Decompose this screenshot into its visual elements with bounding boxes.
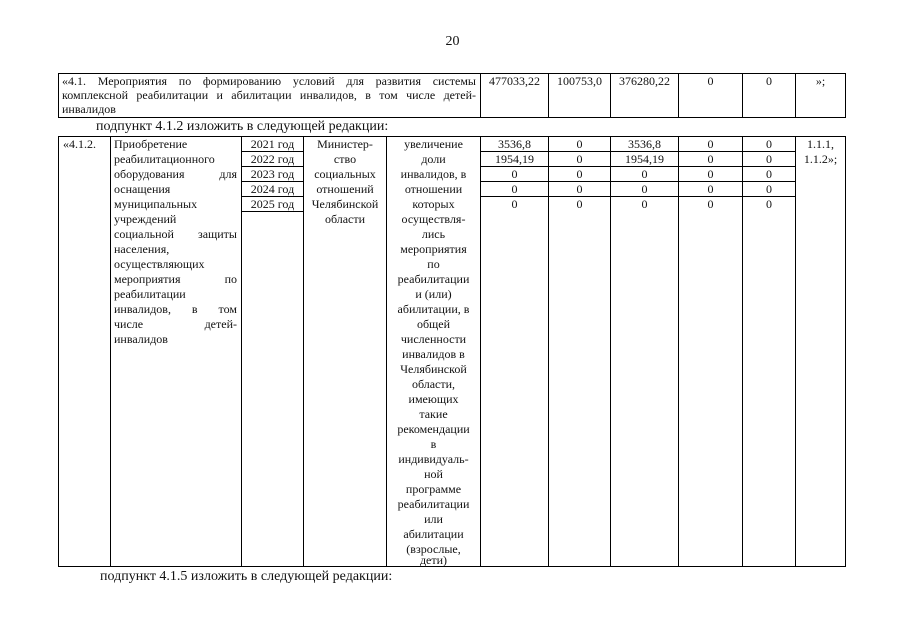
row-412-total: 0 [511,182,518,196]
row-41-local: 0 [707,74,714,88]
row-412-other: 0 [766,197,772,211]
row-412-name-line: муниципальных [114,197,198,211]
row-412-indicator-line: в [430,437,437,451]
row-412-indicator-line: индивидуаль- [398,452,469,466]
row-412-local: 0 [707,182,714,196]
row-412-indicator-line: лись [421,227,446,241]
row-412-indicator-line: отношении [404,182,463,196]
row-412-executor-line: социальных [314,167,376,181]
row-412-name-line: инвалидов, в том [114,302,237,316]
row-41-regional: 376280,22 [619,74,670,88]
row-412-federal: 0 [576,197,583,211]
row-412-indicator-line: и (или) [415,287,452,301]
row-412-indicator-line: или [424,512,443,526]
row-412-regional: 1954,19 [625,152,664,166]
row-412-other: 0 [766,152,772,166]
row-412-executor-line: Министер- [317,137,373,151]
subpoint-415-heading: подпункт 4.1.5 изложить в следующей редакции: [100,569,393,584]
row-412-year: 2023 год [250,167,295,181]
row-412-indicator-line: программе [405,482,462,496]
row-412-federal: 0 [576,182,583,196]
row-412-number: «4.1.2. [63,137,96,151]
row-412-year: 2022 год [250,152,295,166]
row-412-executor-line: области [324,212,366,226]
row-412-indicator-line: по [427,257,440,271]
row-412-name-line: оборудования для [114,167,237,181]
table-border [845,136,846,567]
row-412-name-line: мероприятия по [114,272,237,286]
row-412-indicator-line: абилитации [403,527,464,541]
row-412-indicator-line: рекомендации [397,422,470,436]
row-412-indicator-line: увеличение [404,137,463,151]
row-412-indicator-line: такие [419,407,448,421]
row-412-total: 1954,19 [495,152,534,166]
row-41-other: 0 [766,74,772,88]
row-412-name-line: числе детей- [114,317,237,331]
row-412-executor-line: отношений [316,182,374,196]
row-412-local: 0 [707,152,714,166]
row-412-local: 0 [707,167,714,181]
table-border [58,117,846,118]
row-412-indicator-line: области, [411,377,456,391]
row-412-indicator-line: доли [421,152,446,166]
row-412-year: 2025 год [250,197,295,211]
table-border [795,136,796,567]
row-412-name-line: инвалидов [114,332,168,346]
row-412-indicator-line: реабилитации [397,272,470,286]
row-412-total: 0 [511,167,518,181]
row-412-indicator-line: инвалидов в [402,347,465,361]
row-412-regional: 0 [641,182,648,196]
row-41-federal: 100753,0 [557,74,602,88]
row-412-indicator-line: общей [416,317,451,331]
row-412-link: 1.1.1, [807,137,834,151]
row-412-indicator-line: осуществля- [401,212,466,226]
row-412-name-line: учреждений [114,212,177,226]
row-412-name-line: Приобретение [114,137,188,151]
table-border [241,211,303,212]
row-412-indicator-line: ной [424,467,443,481]
row-412-name-line: осуществляющих [114,257,205,271]
row-412-indicator-line: инвалидов, в [400,167,467,181]
row-41-text-line: комплексной реабилитации и абилитации инвалидов, в том числе детей- [62,88,476,102]
row-412-total: 3536,8 [498,137,531,151]
row-412-indicator-line: дети) [419,553,448,567]
table-border [845,73,846,118]
table-border [110,136,111,567]
row-412-name-line: социальной защиты [114,227,237,241]
row-412-other: 0 [766,167,772,181]
row-412-name-line: реабилитации [114,287,186,301]
row-412-indicator-line: мероприятия [400,242,467,256]
row-412-other: 0 [766,182,772,196]
table-border [58,136,59,567]
row-41-text-line: инвалидов [62,102,116,116]
row-412-regional: 0 [641,167,648,181]
row-412-name-line: оснащения [114,182,171,196]
row-41-text-line: «4.1. Мероприятия по формированию условий для развития системы [62,74,476,88]
subpoint-412-heading: подпункт 4.1.2 изложить в следующей редакции: [96,119,389,134]
row-412-executor-line: Челябинской [311,197,379,211]
row-41-end: »; [815,74,826,88]
row-412-local: 0 [707,197,714,211]
row-412-name-line: реабилитационного [114,152,215,166]
row-412-indicator-line: численности [400,332,467,346]
row-412-federal: 0 [576,137,583,151]
row-412-federal: 0 [576,167,583,181]
page-number: 20 [445,34,460,49]
row-412-total: 0 [511,197,518,211]
row-412-indicator-line: (взрослые, [406,542,461,556]
row-412-year: 2021 год [250,137,295,151]
row-412-local: 0 [707,137,714,151]
row-412-year: 2024 год [250,182,295,196]
row-412-federal: 0 [576,152,583,166]
row-41-total: 477033,22 [489,74,540,88]
row-412-executor-line: ство [333,152,357,166]
row-412-indicator-line: абилитации, в [397,302,470,316]
row-412-name-line: населения, [114,242,170,256]
table-border [58,73,59,118]
row-412-link: 1.1.2»; [803,152,838,166]
row-412-regional: 0 [641,197,648,211]
row-412-indicator-line: реабилитации [397,497,470,511]
row-412-indicator-line: Челябинской [400,362,467,376]
row-412-regional: 3536,8 [628,137,661,151]
row-412-indicator-line: имеющих [408,392,459,406]
row-412-indicator-line: которых [412,197,455,211]
row-412-other: 0 [766,137,772,151]
